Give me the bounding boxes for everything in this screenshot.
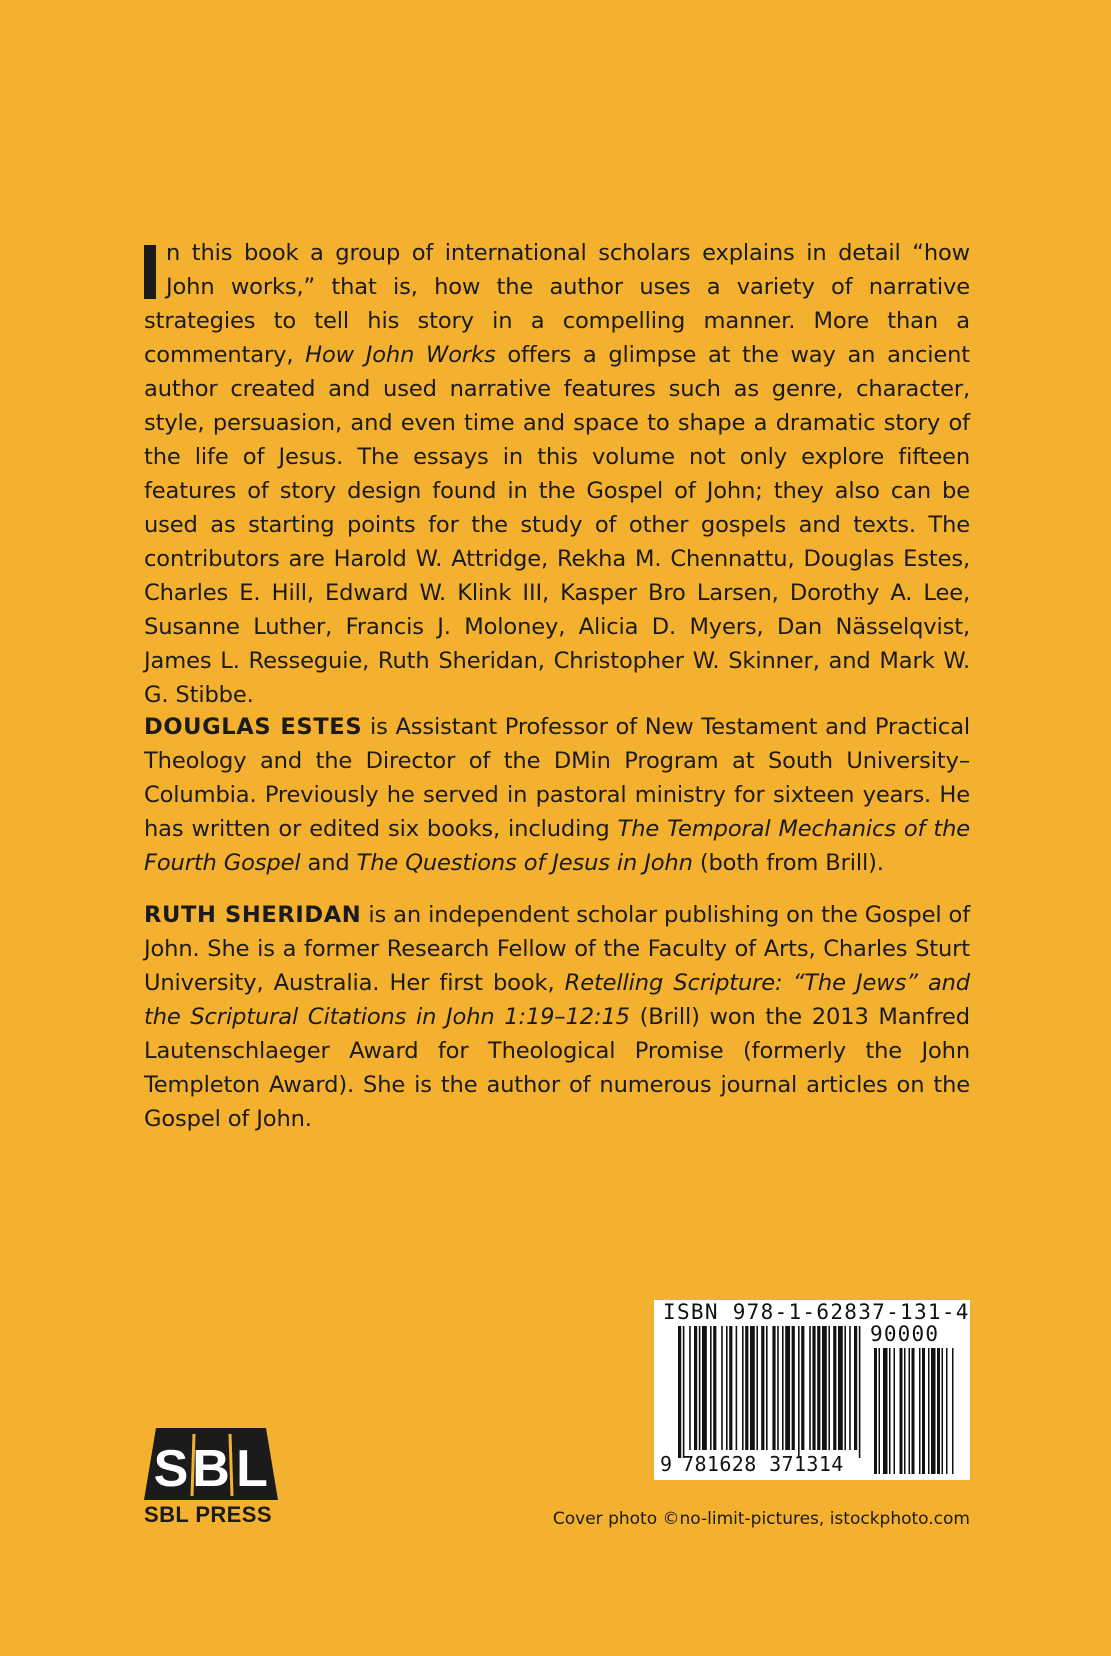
barcode-bar: [798, 1326, 800, 1458]
barcode-addon-bar: [909, 1348, 911, 1474]
barcode-bar: [801, 1326, 804, 1450]
barcode-bar: [782, 1326, 784, 1450]
author-bio-estes: [144, 710, 970, 880]
publisher-name: SBL PRESS: [144, 1502, 272, 1527]
barcode-addon-bar: [874, 1348, 877, 1474]
barcode-bar: [721, 1326, 723, 1450]
barcode-bar: [726, 1326, 728, 1450]
barcode-bar: [785, 1326, 790, 1450]
barcode-addon-bar: [912, 1348, 915, 1474]
barcode-bar: [838, 1326, 843, 1450]
barcode-bar: [854, 1326, 857, 1450]
barcode-bar: [812, 1326, 815, 1450]
author-name-sheridan: RUTH SHERIDAN: [144, 902, 362, 928]
barcode-addon-bar: [942, 1348, 944, 1474]
barcode-bar: [809, 1326, 811, 1450]
barcode-addon-bar: [889, 1348, 891, 1474]
barcode-bar: [683, 1326, 685, 1458]
ean-lead-digit: 9: [660, 1452, 673, 1476]
barcode-bar: [772, 1326, 775, 1450]
blurb-text-part1: n this book a group of international scholars explains in detail “how John works,” that is, how the author uses a variety of narrative strategies to tell his story in a compelling manner. More than a commentary,: [144, 240, 970, 368]
barcode-addon-bar: [952, 1348, 954, 1474]
ean-digits: 781628 371314: [682, 1452, 844, 1476]
barcode-bar: [689, 1326, 691, 1450]
isbn-barcode: [654, 1300, 970, 1480]
barcode-bar: [849, 1326, 851, 1450]
barcode-bar: [729, 1326, 732, 1450]
bio-sheridan-text-part2: (Brill) won the 2013 Manfred Lautenschlaeger Award for Theological Promise (formerly the John Templeton Award). She is the author of numerous journal articles on the Gospel of John.: [144, 1004, 970, 1132]
barcode-bar: [713, 1326, 716, 1450]
barcode-bar: [844, 1326, 846, 1450]
barcode-bar: [761, 1326, 764, 1450]
barcode-addon-bar: [904, 1348, 906, 1474]
barcode-addon-bar: [946, 1348, 948, 1474]
bio-sheridan-book1: Retelling Scripture: “The Jews” and the Scriptural Citations in John 1:19–12:15: [144, 970, 971, 1030]
barcode-addon-bar: [928, 1348, 930, 1474]
barcode-bar: [792, 1326, 795, 1450]
bio-sheridan-text-part1: is an independent scholar publishing on the Gospel of John. She is a former Research Fellow of the Faculty of Arts, Charles Sturt University, Australia. Her first book,: [144, 902, 970, 996]
bio-estes-book1: The Temporal Mechanics of the Fourth Gospel: [144, 816, 970, 876]
barcode-bar: [833, 1326, 836, 1450]
barcode-addon-bar: [922, 1348, 925, 1474]
logo-letter-s: S: [153, 1440, 189, 1498]
author-bio-sheridan: [144, 898, 970, 1136]
barcode-addon-bar: [879, 1348, 881, 1474]
barcode-bar: [702, 1326, 707, 1450]
barcode-bar: [817, 1326, 820, 1450]
barcode-addon-bar: [937, 1348, 940, 1474]
barcode-bar: [699, 1326, 701, 1450]
barcode-bar: [745, 1326, 748, 1450]
barcode-addon-bar: [894, 1348, 896, 1474]
barcode-bar: [710, 1326, 712, 1450]
barcode-bar: [777, 1326, 779, 1450]
barcode-addon-bar: [919, 1348, 921, 1474]
drop-cap-letter: [144, 245, 156, 299]
bio-estes-text-part1: is Assistant Professor of New Testament and Practical Theology and the Director of the DMin Program at South University–Columbia. Previously he served in pastoral ministry for sixteen years. He has written or edited six books, including: [144, 714, 971, 842]
barcode-bar: [694, 1326, 697, 1450]
logo-letter-b: B: [192, 1440, 230, 1498]
bio-estes-text-part3: (both from Brill).: [692, 850, 884, 876]
barcode-bar: [766, 1326, 768, 1450]
logo-divider: [230, 1434, 232, 1496]
photo-credit: Cover photo ©no-limit-pictures, istockphoto.com: [552, 1509, 970, 1529]
barcode-bar: [859, 1326, 861, 1458]
logo-letter-l: L: [236, 1440, 268, 1498]
barcode-bar: [828, 1326, 830, 1450]
barcode-bar: [678, 1326, 681, 1458]
barcode-bar: [756, 1326, 758, 1450]
description-paragraph: [144, 236, 970, 712]
barcode-bar: [736, 1326, 738, 1450]
author-name-estes: DOUGLAS ESTES: [144, 714, 363, 740]
bio-estes-text-part2: and: [300, 850, 357, 876]
barcode-bar: [742, 1326, 744, 1450]
isbn-label: ISBN 978-1-62837-131-4: [663, 1300, 970, 1324]
blurb-text-part2: offers a glimpse at the way an ancient author created and used narrative features such as genre, character, style, persuasion, and even time and space to shape a dramatic story of the life of Jesus. The essays in this volume not only explore fifteen features of story design found in the Gospel of John; they also can be used as starting points for the study of other gospels and texts. The contributors are Harold W. Attridge, Rekha M. Chennattu, Douglas Estes, Charles E. Hill, Edward W. Klink III, Kasper Bro Larsen, Dorothy A. Lee, Susanne Luther, Francis J. Moloney, Alicia D. Myers, Dan Nässelqvist, James L. Resseguie, Ruth Sheridan, Christopher W. Skinner, and Mark W. G. Stibbe.: [144, 342, 970, 708]
barcode-addon-bar: [931, 1348, 936, 1474]
barcode-addon-bar: [883, 1348, 888, 1474]
book-title-italic: How John Works: [305, 342, 496, 368]
barcode-bar: [750, 1326, 755, 1450]
barcode-bar: [822, 1326, 827, 1450]
bio-estes-book2: The Questions of Jesus in John: [356, 850, 693, 876]
barcode-addon-digits: 90000: [870, 1322, 940, 1346]
barcode-addon-bar: [900, 1348, 903, 1474]
